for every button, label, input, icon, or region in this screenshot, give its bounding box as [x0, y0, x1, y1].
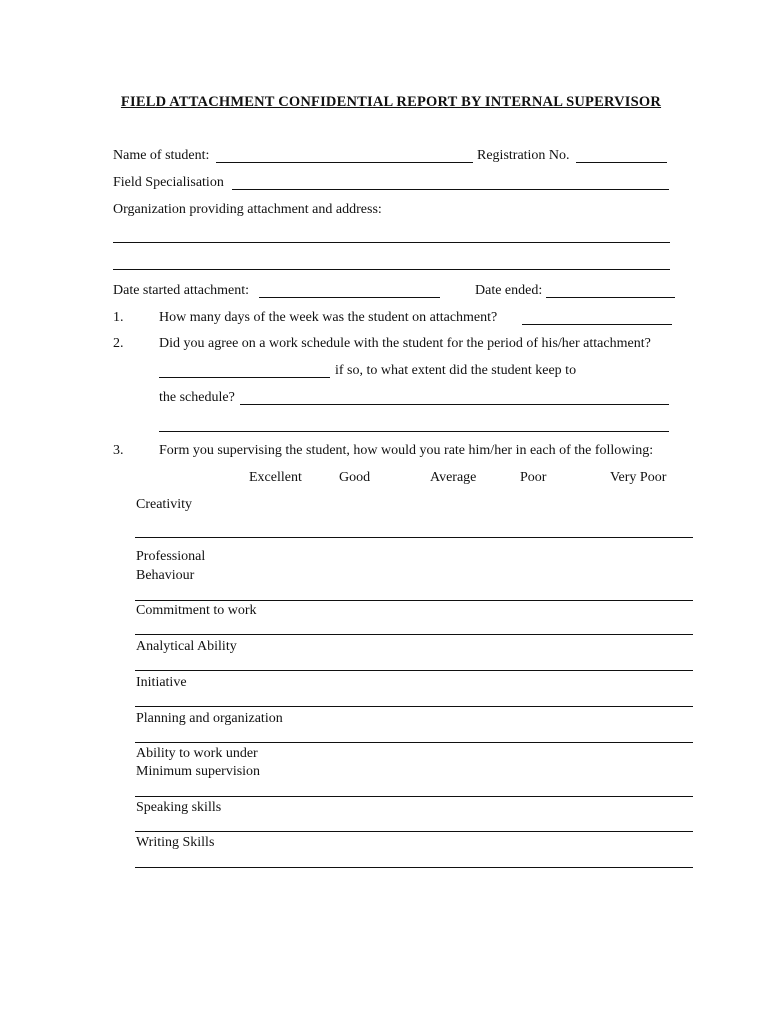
question-2-extent-field[interactable]	[240, 404, 669, 405]
organization-field-line-2[interactable]	[113, 269, 670, 270]
rating-header-average: Average	[430, 470, 477, 485]
question-1-answer-field[interactable]	[522, 324, 672, 325]
question-1-number: 1.	[113, 310, 124, 325]
question-2-text: Did you agree on a work schedule with the student for the period of his/her attachment?	[159, 336, 651, 351]
criteria-initiative: Initiative	[136, 675, 187, 690]
criteria-ability-to-work-rating-line[interactable]	[135, 796, 693, 797]
question-2-number: 2.	[113, 336, 124, 351]
criteria-writing-skills: Writing Skills	[136, 835, 215, 850]
criteria-speaking-skills-rating-line[interactable]	[135, 831, 693, 832]
question-3-number: 3.	[113, 443, 124, 458]
name-of-student-field[interactable]	[216, 162, 473, 163]
rating-header-very-poor: Very Poor	[610, 470, 667, 485]
question-2-continuation: if so, to what extent did the student keep to	[335, 363, 577, 378]
date-started-label: Date started attachment:	[113, 283, 250, 298]
criteria-commitment-rating-line[interactable]	[135, 634, 693, 635]
criteria-writing-skills-rating-line[interactable]	[135, 867, 693, 868]
question-3-text: Form you supervising the student, how would you rate him/her in each of the following:	[159, 443, 654, 458]
registration-no-field[interactable]	[576, 162, 667, 163]
name-of-student-label: Name of student:	[113, 148, 210, 163]
rating-header-excellent: Excellent	[249, 470, 302, 485]
field-specialisation-label: Field Specialisation	[113, 175, 224, 190]
criteria-planning-rating-line[interactable]	[135, 742, 693, 743]
rating-header-poor: Poor	[520, 470, 547, 485]
criteria-initiative-rating-line[interactable]	[135, 706, 693, 707]
page-title: FIELD ATTACHMENT CONFIDENTIAL REPORT BY INTERNAL SUPERVISOR	[120, 94, 662, 110]
criteria-speaking-skills: Speaking skills	[136, 800, 222, 815]
criteria-creativity: Creativity	[136, 497, 192, 512]
date-started-field[interactable]	[259, 297, 440, 298]
registration-no-label: Registration No.	[477, 148, 570, 163]
organization-field-line-1[interactable]	[113, 242, 670, 243]
criteria-creativity-rating-line[interactable]	[135, 537, 693, 538]
criteria-analytical-ability-rating-line[interactable]	[135, 670, 693, 671]
question-1-text: How many days of the week was the student on attachment?	[159, 310, 498, 325]
criteria-behaviour: Behaviour	[136, 568, 195, 583]
criteria-planning: Planning and organization	[136, 711, 283, 726]
question-2-extent-field-line-2[interactable]	[159, 431, 669, 432]
date-ended-label: Date ended:	[475, 283, 543, 298]
organization-label: Organization providing attachment and address:	[113, 202, 382, 217]
question-2-continuation-2: the schedule?	[159, 390, 235, 405]
date-ended-field[interactable]	[546, 297, 675, 298]
question-2-schedule-field[interactable]	[159, 377, 330, 378]
criteria-minimum-supervision: Minimum supervision	[136, 764, 261, 779]
criteria-commitment: Commitment to work	[136, 603, 257, 618]
criteria-professional-behaviour-rating-line[interactable]	[135, 600, 693, 601]
rating-header-good: Good	[339, 470, 371, 485]
criteria-analytical-ability: Analytical Ability	[136, 639, 237, 654]
field-specialisation-field[interactable]	[232, 189, 669, 190]
criteria-professional: Professional	[136, 549, 206, 564]
criteria-ability-to-work: Ability to work under	[136, 746, 258, 761]
